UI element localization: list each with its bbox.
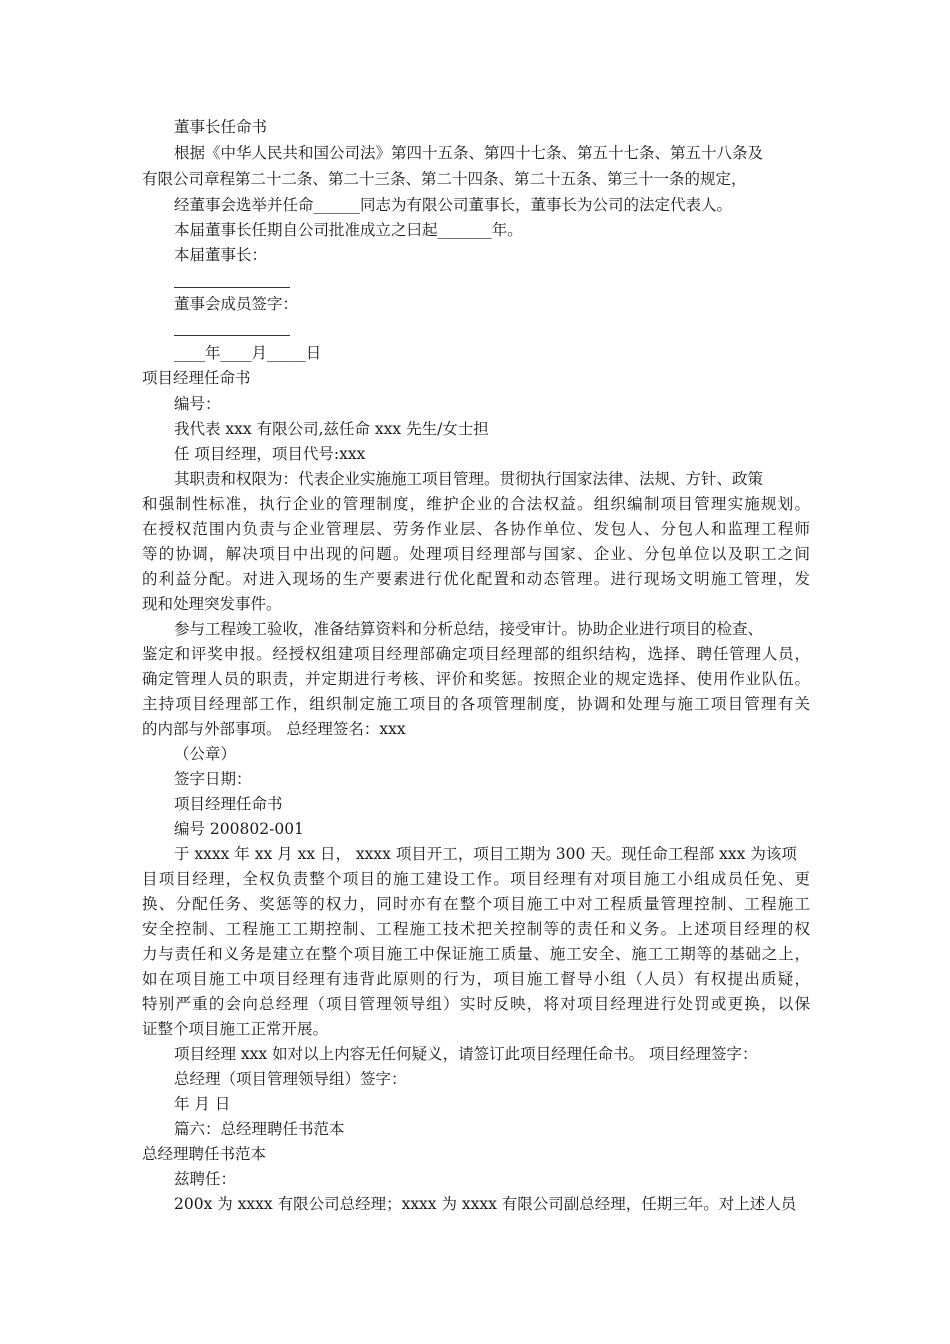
doc-paragraph-line: 换、分配任务、奖惩等的权力，同时亦有在整个项目施工中对工程质量管理控制、工程施工 xyxy=(142,895,810,913)
number-label: 编号： xyxy=(174,395,221,413)
gm-signature-label: 总经理（项目管理领导组）签字： xyxy=(174,1070,407,1088)
doc-paragraph-line: 等的协调，解决项目中出现的问题。处理项目经理部与国家、企业、分包单位以及职工之间 xyxy=(142,545,810,563)
official-seal-label: （公章） xyxy=(174,745,237,763)
doc-paragraph-line: 参与工程竣工验收，准备结算资料和分析总结，接受审计。协助企业进行项目的检查、 xyxy=(174,620,764,638)
date-line: 年 月 日 xyxy=(174,1095,231,1113)
doc-paragraph-line: 和强制性标准，执行企业的管理制度，维护企业的合法权益。组织编制项目管理实施规划。 xyxy=(142,495,810,513)
doc-paragraph-line: 于 xxxx 年 xx 月 xx 日， xxxx 项目开工，项目工期为 300 天。现任命工程部 xxx 为该项 xyxy=(174,845,797,863)
doc-title-pm-appointment: 项目经理任命书 xyxy=(142,369,251,387)
board-members-signature-label: 董事会成员签字： xyxy=(174,295,299,313)
doc-paragraph-line: 任 项目经理，项目代号:xxx xyxy=(174,445,366,463)
section-heading: 篇六：总经理聘任书范本 xyxy=(174,1120,345,1138)
chairman-label: 本届董事长： xyxy=(174,246,268,264)
chairman-signature-line xyxy=(174,287,290,288)
doc-title-pm-appointment-2: 项目经理任命书 xyxy=(174,795,283,813)
doc-paragraph-line: 主持项目经理部工作，组织制定施工项目的各项管理制度，协调和处理与施工项目管理有关 xyxy=(142,695,810,713)
doc-paragraph-line: 兹聘任： xyxy=(174,1170,237,1188)
doc-title-gm-engagement: 总经理聘任书范本 xyxy=(142,1145,267,1163)
board-signature-line xyxy=(174,335,290,336)
doc-paragraph-line: 如在项目施工中项目经理有违背此原则的行为，项目施工督导小组（人员）有权提出质疑， xyxy=(142,970,810,988)
doc-paragraph-line: 目项目经理，全权负责整个项目的施工建设工作。项目经理有对项目施工小组成员任免、更 xyxy=(142,870,810,888)
doc-paragraph-line: 有限公司章程第二十二条、第二十三条、第二十四条、第二十五条、第三十一条的规定， xyxy=(142,170,747,188)
doc-paragraph-line: 200x 为 xxxx 有限公司总经理；xxxx 为 xxxx 有限公司副总经理，任期三年。对上述人员 xyxy=(174,1195,797,1213)
doc-paragraph-line: 在授权范围内负责与企业管理层、劳务作业层、各协作单位、发包人、分包人和监理工程师 xyxy=(142,520,810,538)
doc-paragraph-line: 的内部与外部事项。 总经理签名：xxx xyxy=(142,720,406,738)
doc-paragraph-line: 其职责和权限为：代表企业实施施工项目管理。贯彻执行国家法律、法规、方针、政策 xyxy=(174,470,764,488)
signature-date-label: 签字日期： xyxy=(174,770,252,788)
doc-paragraph-line: 的利益分配。对进入现场的生产要素进行优化配置和动态管理。进行现场文明施工管理，发 xyxy=(142,570,810,588)
doc-paragraph-line: 确定管理人员的职责，并定期进行考核、评价和奖惩。按照企业的规定选择、使用作业队伍。 xyxy=(142,670,810,688)
number-label: 编号 200802-001 xyxy=(174,820,304,838)
doc-paragraph-line: 根据《中华人民共和国公司法》第四十五条、第四十七条、第五十七条、第五十八条及 xyxy=(174,144,764,162)
doc-paragraph-line: 经董事会选举并任命______同志为有限公司董事长，董事长为公司的法定代表人。 xyxy=(174,196,733,214)
doc-paragraph-line: 本届董事长任期自公司批准成立之曰起_______年。 xyxy=(174,221,523,239)
doc-paragraph-line: 安全控制、工程施工工期控制、工程施工技术把关控制等的责任和义务。上述项目经理的权 xyxy=(142,920,810,938)
doc-paragraph-line: 力与责任和义务是建立在整个项目施工中保证施工质量、施工安全、施工工期等的基础之上， xyxy=(142,945,810,963)
doc-paragraph-line: 现和处理突发事件。 xyxy=(142,595,282,613)
doc-paragraph-line: 特别严重的会向总经理（项目管理领导组）实时反映，将对项目经理进行处罚或更换，以保 xyxy=(142,995,810,1013)
date-line: ____年____月_____日 xyxy=(174,344,322,362)
doc-title-chairman-appointment: 董事长任命书 xyxy=(174,118,268,136)
doc-paragraph-line: 证整个项目施工正常开展。 xyxy=(142,1020,329,1038)
doc-paragraph-line: 我代表 xxx 有限公司,兹任命 xxx 先生/女士担 xyxy=(174,420,489,438)
doc-paragraph-line: 项目经理 xxx 如对以上内容无任何疑义，请签订此项目经理任命书。 项目经理签字： xyxy=(174,1045,758,1063)
doc-paragraph-line: 鉴定和评奖申报。经授权组建项目经理部确定项目经理部的组织结构，选择、聘任管理人员， xyxy=(142,645,810,663)
